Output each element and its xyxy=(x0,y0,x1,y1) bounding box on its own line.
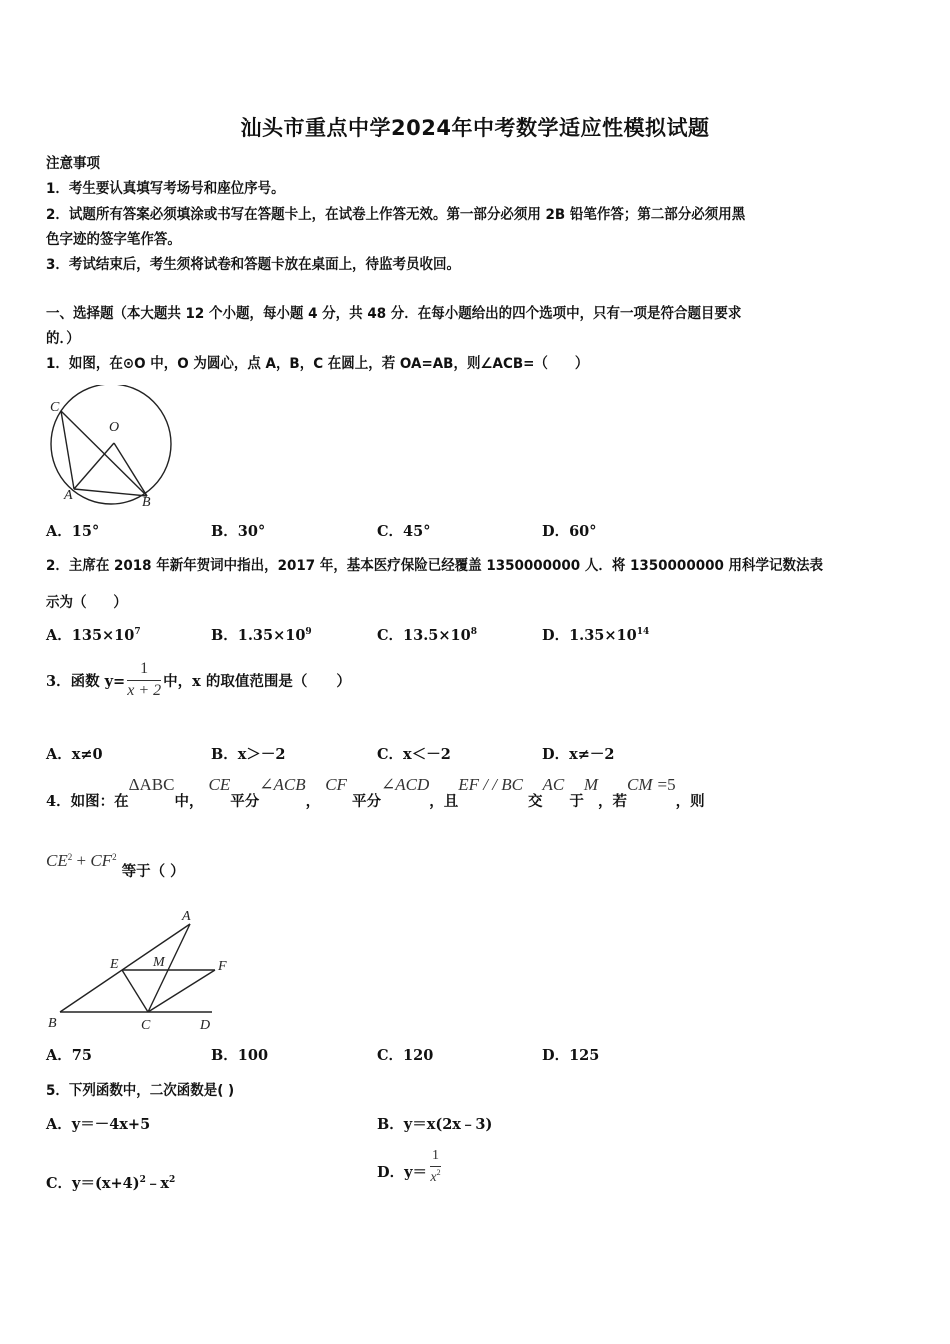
question-4-stem: 4．如图：在ΔABC中， CE平分∠ACB， CF 平分∠ACD，且EF / / BC 交AC 于M，若CM =5，则 xyxy=(46,775,705,810)
label-m: M xyxy=(153,955,165,970)
q5-option-c: C．$y=(x+4)^2﹣x^2$ xyxy=(46,1175,176,1192)
notice-item-3: 3．考试结束后，考生须将试卷和答题卡放在桌面上，待监考员收回。 xyxy=(46,257,460,273)
fraction: $\frac{1}{x^2}$ xyxy=(430,1148,441,1185)
label-a: A xyxy=(64,488,73,503)
label-b: B xyxy=(48,1016,57,1031)
q3-option-d: D．x≠－2 xyxy=(542,746,615,763)
q2-option-a: A．$135\times 10^7$ xyxy=(46,627,141,644)
q3-option-b: B．x＞－2 xyxy=(211,746,286,763)
q2-option-b: B．$1.35\times 10^9$ xyxy=(211,627,312,644)
question-4-figure-triangle xyxy=(40,905,240,1035)
q1-option-b: B．30° xyxy=(211,523,266,540)
question-4-stem-cont: $CE^2 + CF^2$ 等于（ ） xyxy=(46,851,185,880)
q4-option-d: D．125 xyxy=(542,1047,600,1064)
notice-item-2-cont: 色字迹的签字笔作答。 xyxy=(46,232,181,248)
page-title: 汕头市重点中学2024年中考数学适应性模拟试题 xyxy=(240,116,710,140)
label-a: A xyxy=(182,909,191,924)
q5-option-b: B．y＝x(2x﹣3) xyxy=(377,1116,493,1133)
question-1-figure-circle xyxy=(44,385,179,510)
q2-option-d: D．$1.35\times 10^{14}$ xyxy=(542,627,650,644)
section-heading-cont: 的．） xyxy=(46,331,80,347)
label-e: E xyxy=(110,957,119,972)
label-c: C xyxy=(141,1018,151,1033)
label-f: F xyxy=(218,959,227,974)
question-5-stem: 5．下列函数中，二次函数是( ) xyxy=(46,1083,235,1099)
q1-option-c: C．45° xyxy=(377,523,431,540)
question-2-stem: 2．主席在 2018 年新年贺词中指出，2017 年，基本医疗保险已经覆盖 1350000000 人．将 1350000000 用科学记数法表 xyxy=(46,558,823,574)
question-3-stem: 3．函数 y= $\frac{1}{x + 2}$ 中，x 的取值范围是（ ） xyxy=(46,660,351,699)
q2-option-c: C．$13.5\times 10^8$ xyxy=(377,627,477,644)
q1-option-a: A．15° xyxy=(46,523,100,540)
label-b: B xyxy=(142,495,151,510)
label-c: C xyxy=(50,400,60,415)
q5-option-d: D． y＝ $\frac{1}{x^2}$ xyxy=(377,1148,441,1185)
section-heading: 一、选择题（本大题共 12 个小题，每小题 4 分，共 48 分．在每小题给出的四个选项中，只有一项是符合题目要求 xyxy=(46,306,742,322)
question-2-stem-cont: 示为（ ） xyxy=(46,595,127,611)
fraction: $\frac{1}{x + 2}$ xyxy=(127,660,162,699)
q4-option-a: A．75 xyxy=(46,1047,92,1064)
notice-heading: 注意事项 xyxy=(46,156,100,172)
q5-option-a: A．y＝－4x+5 xyxy=(46,1116,151,1133)
question-1-stem: 1．如图，在⊙O 中，O 为圆心，点 A，B，C 在圆上，若 OA=AB，则∠ACB=（ ） xyxy=(46,356,589,372)
notice-item-2: 2．试题所有答案必须填涂或书写在答题卡上，在试卷上作答无效。第一部分必须用 2B 铅笔作答；第二部分必须用黑 xyxy=(46,207,746,223)
notice-item-1: 1．考生要认真填写考场号和座位序号。 xyxy=(46,181,285,197)
q1-option-d: D．60° xyxy=(542,523,597,540)
q4-option-b: B．100 xyxy=(211,1047,269,1064)
label-o: O xyxy=(109,420,120,435)
q3-option-a: A．x≠0 xyxy=(46,746,103,763)
label-d: D xyxy=(200,1018,211,1033)
q4-option-c: C．120 xyxy=(377,1047,434,1064)
q3-option-c: C．x＜－2 xyxy=(377,746,451,763)
